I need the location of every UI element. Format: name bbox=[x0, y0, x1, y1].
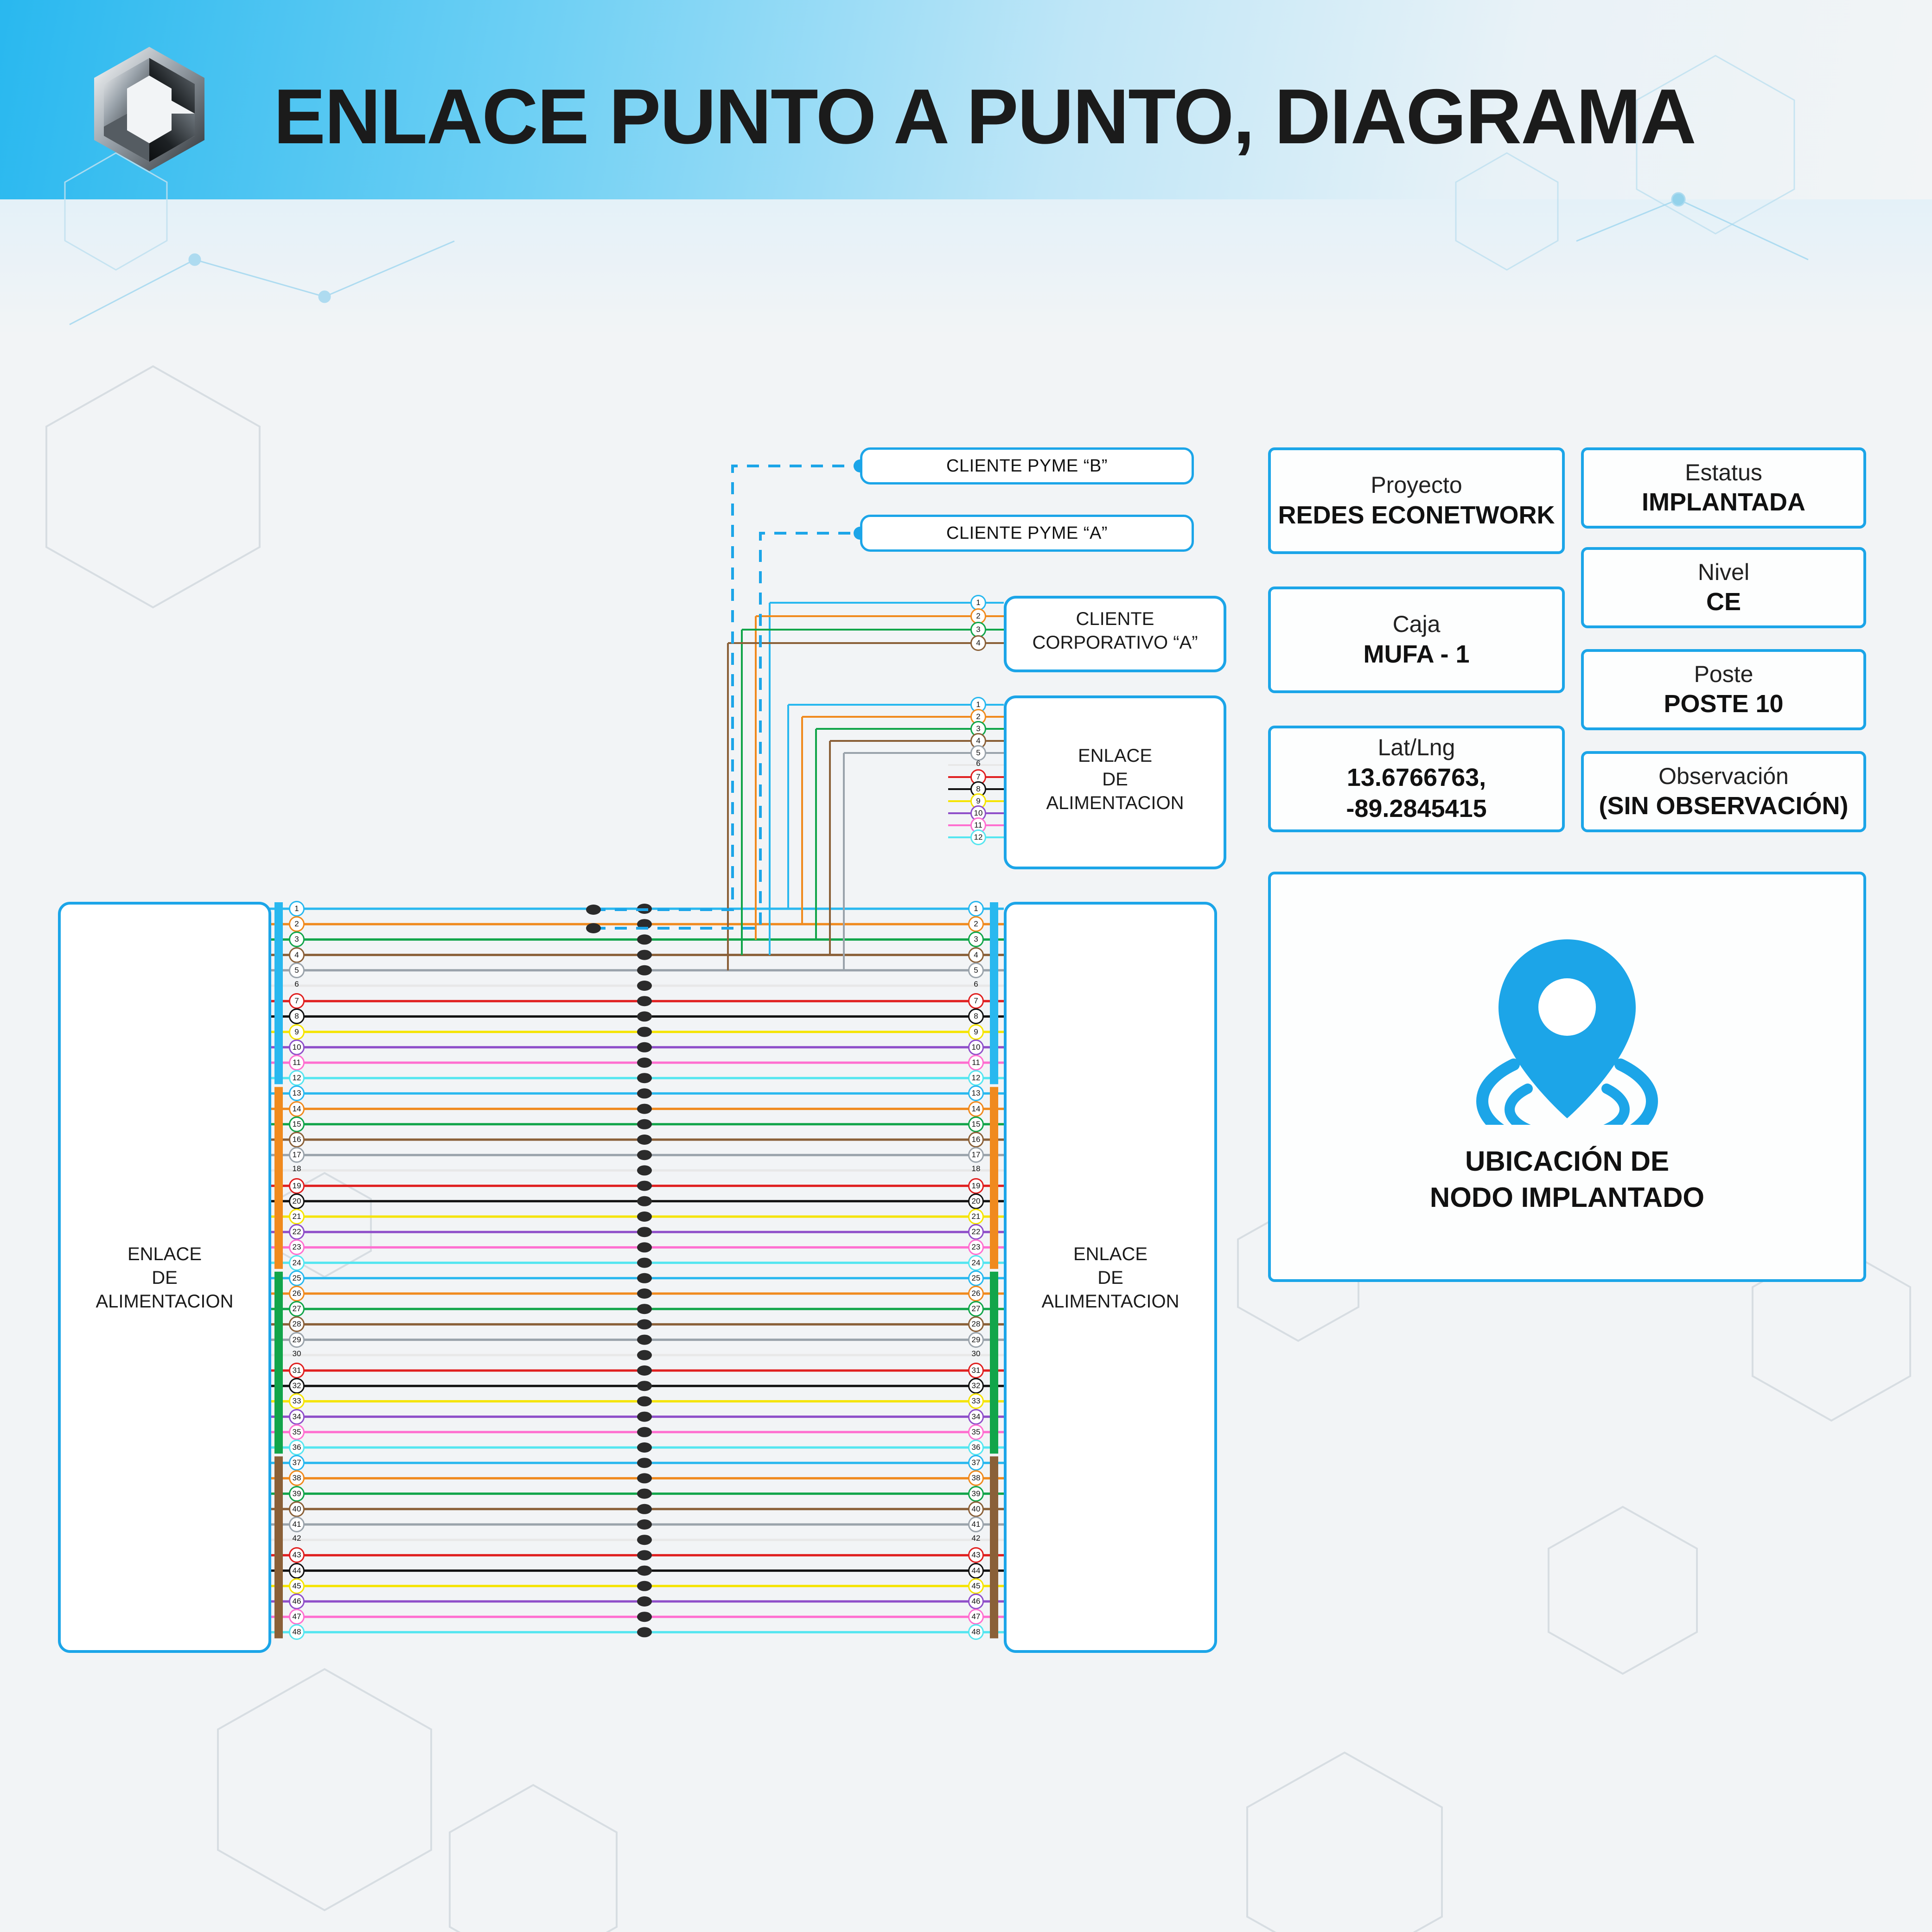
port-number: 47 bbox=[968, 1609, 984, 1625]
port-number: 31 bbox=[968, 1363, 984, 1378]
port-number: 12 bbox=[289, 1070, 305, 1086]
port-number: 22 bbox=[289, 1224, 305, 1240]
port-number: 45 bbox=[289, 1578, 305, 1594]
info-proyecto-label: Proyecto bbox=[1371, 472, 1462, 498]
port-number: 41 bbox=[289, 1517, 305, 1532]
port-number: 42 bbox=[971, 1534, 981, 1543]
port-number: 47 bbox=[289, 1609, 305, 1625]
port-number: 32 bbox=[289, 1378, 305, 1394]
port-number: 6 bbox=[976, 759, 981, 768]
port-number: 4 bbox=[970, 733, 986, 749]
port-number: 19 bbox=[968, 1178, 984, 1194]
location-card-title: UBICACIÓN DE NODO IMPLANTADO bbox=[1429, 1146, 1705, 1213]
port-number: 28 bbox=[289, 1316, 305, 1332]
port-number: 30 bbox=[292, 1349, 301, 1358]
port-number: 40 bbox=[968, 1501, 984, 1517]
port-number: 6 bbox=[294, 980, 299, 988]
port-number: 29 bbox=[968, 1332, 984, 1348]
port-number: 34 bbox=[968, 1409, 984, 1425]
port-number: 44 bbox=[289, 1563, 305, 1579]
map-pin-icon bbox=[1458, 925, 1676, 1125]
info-observacion bbox=[1581, 751, 1866, 832]
info-poste-value: POSTE 10 bbox=[1664, 690, 1784, 718]
info-poste-label: Poste bbox=[1694, 661, 1753, 687]
port-number: 2 bbox=[289, 916, 305, 932]
port-number: 37 bbox=[968, 1455, 984, 1471]
port-number: 7 bbox=[970, 769, 986, 785]
port-number: 27 bbox=[968, 1301, 984, 1317]
port-number: 15 bbox=[968, 1116, 984, 1132]
info-estatus bbox=[1581, 447, 1866, 529]
location-card bbox=[1268, 872, 1866, 1282]
cliente-corporativo-label: CLIENTE CORPORATIVO “A” bbox=[1032, 609, 1198, 653]
port-number: 3 bbox=[970, 721, 986, 737]
port-number: 27 bbox=[289, 1301, 305, 1317]
port-number: 38 bbox=[289, 1470, 305, 1486]
port-number: 26 bbox=[968, 1286, 984, 1301]
info-caja-label: Caja bbox=[1392, 611, 1441, 637]
port-number: 9 bbox=[289, 1024, 305, 1040]
port-number: 4 bbox=[970, 635, 986, 651]
port-number: 2 bbox=[970, 608, 986, 624]
port-number: 14 bbox=[289, 1101, 305, 1117]
port-number: 39 bbox=[968, 1486, 984, 1502]
port-number: 35 bbox=[968, 1424, 984, 1440]
info-nivel-value: CE bbox=[1706, 588, 1741, 616]
port-number: 16 bbox=[289, 1132, 305, 1148]
port-number: 15 bbox=[289, 1116, 305, 1132]
port-number: 8 bbox=[970, 781, 986, 797]
left-enlace-label: ENLACE DE ALIMENTACION bbox=[96, 1244, 234, 1312]
port-number: 36 bbox=[968, 1440, 984, 1455]
port-number: 48 bbox=[968, 1624, 984, 1640]
port-number: 48 bbox=[289, 1624, 305, 1640]
port-number: 7 bbox=[968, 993, 984, 1009]
port-number: 11 bbox=[968, 1055, 984, 1071]
port-number: 24 bbox=[968, 1255, 984, 1271]
port-number: 11 bbox=[289, 1055, 305, 1071]
info-latlng-value: 13.6766763, -89.2845415 bbox=[1346, 763, 1487, 823]
port-number: 22 bbox=[968, 1224, 984, 1240]
port-number: 17 bbox=[968, 1147, 984, 1163]
port-number: 46 bbox=[289, 1594, 305, 1609]
port-number: 43 bbox=[289, 1547, 305, 1563]
port-number: 39 bbox=[289, 1486, 305, 1502]
port-number: 18 bbox=[292, 1164, 301, 1173]
port-number: 1 bbox=[970, 697, 986, 713]
port-number: 24 bbox=[289, 1255, 305, 1271]
upper-enlace-label: ENLACE DE ALIMENTACION bbox=[1046, 746, 1184, 814]
port-number: 6 bbox=[974, 980, 978, 988]
cliente-pyme-a-pill[interactable]: CLIENTE PYME “A” bbox=[860, 515, 1194, 552]
port-number: 14 bbox=[968, 1101, 984, 1117]
port-number: 19 bbox=[289, 1178, 305, 1194]
port-number: 37 bbox=[289, 1455, 305, 1471]
port-number: 20 bbox=[289, 1193, 305, 1209]
port-number: 9 bbox=[970, 793, 986, 809]
info-nivel bbox=[1581, 547, 1866, 628]
port-number: 44 bbox=[968, 1563, 984, 1579]
port-number: 40 bbox=[289, 1501, 305, 1517]
port-number: 21 bbox=[968, 1209, 984, 1224]
port-number: 1 bbox=[968, 901, 984, 917]
port-number: 13 bbox=[289, 1085, 305, 1101]
port-number: 42 bbox=[292, 1534, 301, 1543]
port-number: 33 bbox=[289, 1393, 305, 1409]
page-title: ENLACE PUNTO A PUNTO, DIAGRAMA bbox=[274, 73, 1696, 160]
port-number: 28 bbox=[968, 1316, 984, 1332]
info-nivel-label: Nivel bbox=[1697, 559, 1750, 585]
port-number: 2 bbox=[968, 916, 984, 932]
port-number: 7 bbox=[289, 993, 305, 1009]
port-number: 10 bbox=[968, 1039, 984, 1055]
port-number: 8 bbox=[289, 1008, 305, 1024]
port-number: 11 bbox=[970, 817, 986, 833]
port-number: 46 bbox=[968, 1594, 984, 1609]
cliente-pyme-b-pill[interactable]: CLIENTE PYME “B” bbox=[860, 447, 1194, 485]
info-caja bbox=[1268, 587, 1565, 693]
info-poste bbox=[1581, 649, 1866, 730]
port-number: 12 bbox=[970, 829, 986, 845]
port-number: 1 bbox=[970, 595, 986, 611]
port-number: 10 bbox=[970, 805, 986, 821]
port-number: 31 bbox=[289, 1363, 305, 1378]
info-latlng bbox=[1268, 726, 1565, 832]
port-number: 12 bbox=[968, 1070, 984, 1086]
port-number: 18 bbox=[971, 1164, 981, 1173]
info-latlng-label: Lat/Lng bbox=[1377, 734, 1455, 761]
port-number: 21 bbox=[289, 1209, 305, 1224]
port-number: 43 bbox=[968, 1547, 984, 1563]
port-number: 8 bbox=[968, 1008, 984, 1024]
info-observacion-label: Observación bbox=[1658, 763, 1789, 789]
port-number: 1 bbox=[289, 901, 305, 917]
port-number: 10 bbox=[289, 1039, 305, 1055]
port-number: 3 bbox=[968, 931, 984, 947]
port-number: 5 bbox=[970, 745, 986, 761]
port-number: 2 bbox=[970, 709, 986, 725]
port-number: 9 bbox=[968, 1024, 984, 1040]
port-number: 30 bbox=[971, 1349, 981, 1358]
info-proyecto-value: REDES ECONETWORK bbox=[1278, 501, 1555, 529]
info-caja-value: MUFA - 1 bbox=[1363, 640, 1470, 668]
info-observacion-value: (SIN OBSERVACIÓN) bbox=[1599, 792, 1849, 820]
port-number: 5 bbox=[968, 963, 984, 978]
port-number: 34 bbox=[289, 1409, 305, 1425]
port-number: 25 bbox=[968, 1270, 984, 1286]
port-number: 3 bbox=[970, 622, 986, 638]
port-number: 38 bbox=[968, 1470, 984, 1486]
right-enlace-label: ENLACE DE ALIMENTACION bbox=[1041, 1244, 1180, 1312]
port-number: 3 bbox=[289, 931, 305, 947]
port-number: 4 bbox=[289, 947, 305, 963]
port-number: 26 bbox=[289, 1286, 305, 1301]
port-number: 17 bbox=[289, 1147, 305, 1163]
port-number: 29 bbox=[289, 1332, 305, 1348]
info-proyecto bbox=[1268, 447, 1565, 554]
port-number: 35 bbox=[289, 1424, 305, 1440]
port-number: 4 bbox=[968, 947, 984, 963]
port-number: 25 bbox=[289, 1270, 305, 1286]
port-number: 32 bbox=[968, 1378, 984, 1394]
port-number: 45 bbox=[968, 1578, 984, 1594]
port-number: 23 bbox=[968, 1239, 984, 1255]
port-number: 33 bbox=[968, 1393, 984, 1409]
port-number: 23 bbox=[289, 1239, 305, 1255]
port-number: 41 bbox=[968, 1517, 984, 1532]
port-number: 16 bbox=[968, 1132, 984, 1148]
port-number: 36 bbox=[289, 1440, 305, 1455]
port-number: 13 bbox=[968, 1085, 984, 1101]
info-estatus-value: IMPLANTADA bbox=[1642, 488, 1805, 516]
port-number: 20 bbox=[968, 1193, 984, 1209]
info-estatus-label: Estatus bbox=[1685, 459, 1762, 485]
port-number: 5 bbox=[289, 963, 305, 978]
